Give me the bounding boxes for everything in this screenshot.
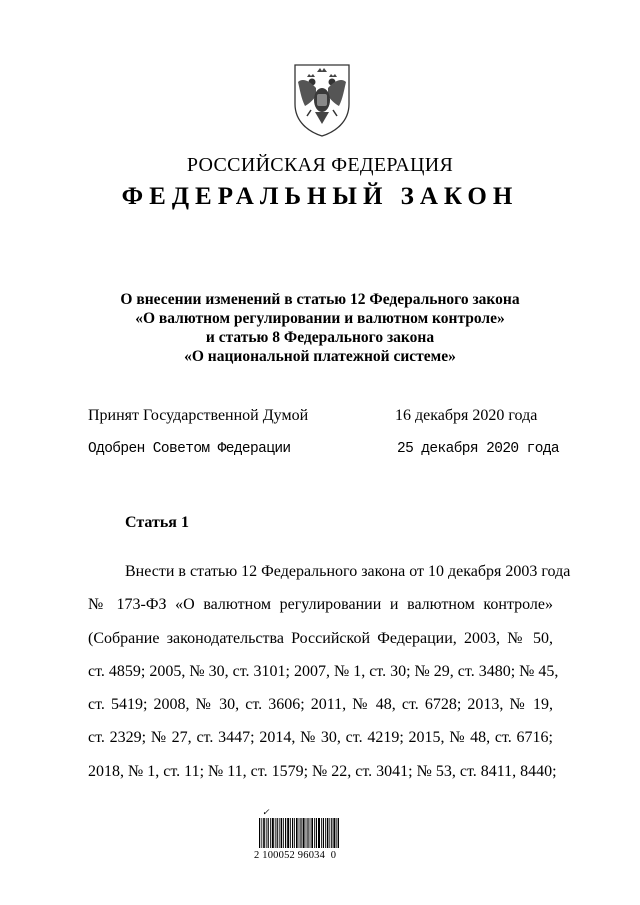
adopted-by-duma-label: Принят Государственной Думой	[88, 407, 309, 424]
article-line: № 173-ФЗ «О валютном регулировании и валютном контроле»	[88, 596, 553, 614]
document-type: ФЕДЕРАЛЬНЫЙ ЗАКОН	[121, 183, 519, 210]
law-title-line: «О национальной платежной системе»	[184, 348, 456, 365]
article-heading: Статья 1	[125, 514, 189, 531]
law-title-line: О внесении изменений в статью 12 Федерального закона	[120, 291, 520, 308]
article-line: ст. 5419; 2008, № 30, ст. 3606; 2011, № 48, ст. 6728; 2013, № 19,	[88, 696, 553, 714]
barcode-icon	[259, 818, 339, 848]
coat-of-arms-icon	[289, 62, 355, 138]
law-title-line: и статью 8 Федерального закона	[205, 329, 435, 346]
adopted-date: 16 декабря 2020 года	[395, 407, 538, 424]
article-body	[88, 555, 571, 788]
article-line: (Собрание законодательства Российской Федерации, 2003, № 50,	[88, 629, 553, 647]
article-line: 2018, № 1, ст. 11; № 11, ст. 1579; № 22, ст. 3041; № 53, ст. 8411, 8440;	[88, 762, 557, 780]
law-title-line: «О валютном регулировании и валютном контроле»	[135, 310, 505, 327]
approved-date: 25 декабря 2020 года	[397, 441, 560, 457]
approved-by-council-label: Одобрен Советом Федерации	[88, 441, 291, 457]
signature-mark: ✓	[262, 807, 270, 817]
article-line: ст. 2329; № 27, ст. 3447; 2014, № 30, ст. 4219; 2015, № 48, ст. 6716;	[88, 729, 553, 747]
article-line: ст. 4859; 2005, № 30, ст. 3101; 2007, № 1, ст. 30; № 29, ст. 3480; № 45,	[88, 662, 559, 680]
law-title	[0, 290, 640, 366]
country-name: РОССИЙСКАЯ ФЕДЕРАЦИЯ	[186, 154, 454, 176]
article-line: Внести в статью 12 Федерального закона от 10 декабря 2003 года	[125, 563, 571, 580]
barcode-number: 2 100052 96034 0	[254, 850, 337, 861]
